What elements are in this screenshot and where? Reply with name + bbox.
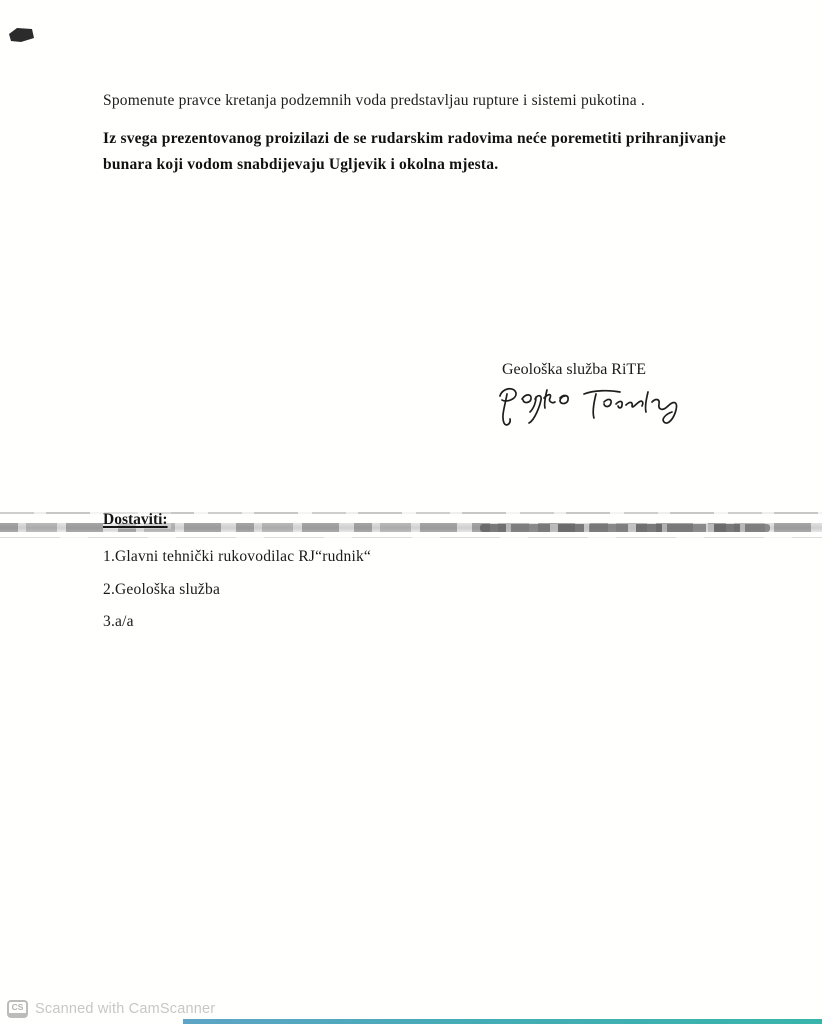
bottom-accent-bar: [183, 1019, 822, 1024]
paragraph-intro: Spomenute pravce kretanja podzemnih voda predstavljau rupture i sistemi pukotina .: [103, 92, 645, 109]
distribution-item-1: 1.Glavni tehnički rukovodilac RJ“rudnik“: [103, 548, 371, 565]
camscanner-watermark: [7, 999, 215, 1019]
signature-department-title: Geološka služba RiTE: [502, 361, 646, 378]
distribution-item-2: 2.Geološka služba: [103, 581, 221, 598]
scan-crease-line-bottom: [0, 537, 822, 538]
scan-artifact-corner-mark: [8, 27, 35, 43]
camscanner-logo-icon: CS: [7, 1000, 28, 1018]
camscanner-watermark-text: Scanned with CamScanner: [35, 1001, 216, 1017]
handwritten-signature: [492, 382, 702, 432]
scan-crease-band-dark-segment: [480, 524, 770, 532]
distribution-item-3: 3.a/a: [103, 613, 134, 630]
paragraph-conclusion: Iz svega prezentovanog proizilazi de se rudarskim radovima neće poremetiti prihranjivanje bunara koji vodom snabdijevaju Ugljevik i okolna mjesta.: [103, 130, 726, 173]
distribution-heading: Dostaviti:: [103, 511, 171, 529]
